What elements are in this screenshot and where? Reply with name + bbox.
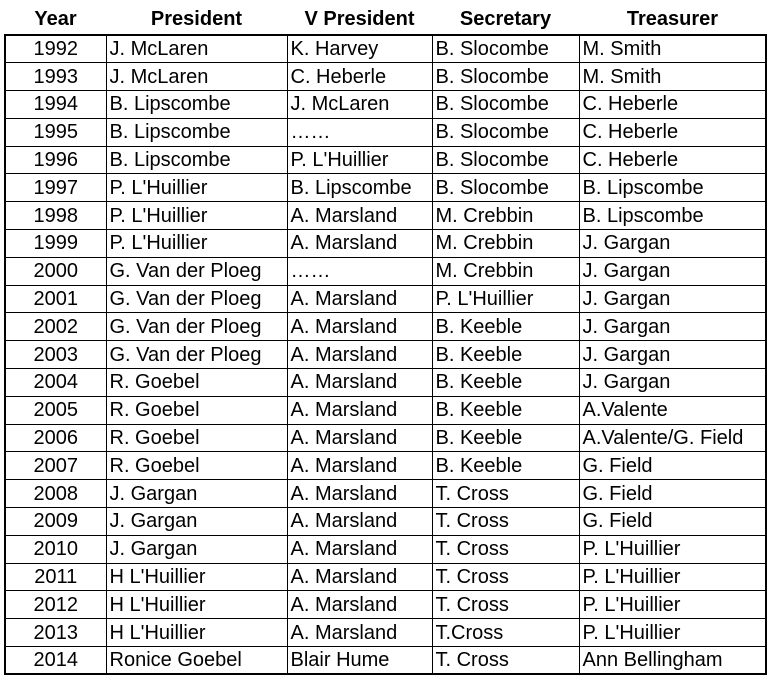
table-body xyxy=(5,35,766,674)
table-row xyxy=(5,508,766,536)
cell-year: 2002 xyxy=(5,313,106,341)
table-row xyxy=(5,424,766,452)
cell-vice-president: A. Marsland xyxy=(287,452,432,480)
table-row xyxy=(5,369,766,397)
table-header xyxy=(5,4,766,35)
cell-secretary: B. Slocombe xyxy=(432,118,579,146)
cell-president: J. McLaren xyxy=(106,63,287,91)
cell-president: J. McLaren xyxy=(106,35,287,63)
cell-president: B. Lipscombe xyxy=(106,118,287,146)
table-row xyxy=(5,285,766,313)
header-treasurer: Treasurer xyxy=(626,7,719,30)
cell-year: 2013 xyxy=(5,619,106,647)
cell-year: 2011 xyxy=(5,563,106,591)
cell-president: J. Gargan xyxy=(106,508,287,536)
cell-vice-president: A. Marsland xyxy=(287,563,432,591)
cell-secretary: M. Crebbin xyxy=(432,257,579,285)
cell-secretary: T. Cross xyxy=(432,480,579,508)
header-year: Year xyxy=(34,7,77,30)
cell-treasurer: A.Valente/G. Field xyxy=(579,424,766,452)
cell-vice-president: A. Marsland xyxy=(287,591,432,619)
cell-vice-president: …… xyxy=(287,118,432,146)
cell-year: 2012 xyxy=(5,591,106,619)
cell-president: B. Lipscombe xyxy=(106,91,287,119)
cell-year: 2010 xyxy=(5,535,106,563)
cell-treasurer: P. L'Huillier xyxy=(579,591,766,619)
cell-secretary: M. Crebbin xyxy=(432,230,579,258)
cell-vice-president: P. L'Huillier xyxy=(287,146,432,174)
cell-treasurer: P. L'Huillier xyxy=(579,563,766,591)
table-row xyxy=(5,619,766,647)
cell-year: 1997 xyxy=(5,174,106,202)
cell-vice-president: A. Marsland xyxy=(287,535,432,563)
cell-secretary: B. Keeble xyxy=(432,396,579,424)
cell-secretary: M. Crebbin xyxy=(432,202,579,230)
cell-year: 1998 xyxy=(5,202,106,230)
cell-treasurer: G. Field xyxy=(579,508,766,536)
cell-president: R. Goebel xyxy=(106,396,287,424)
table-row xyxy=(5,91,766,119)
cell-year: 1994 xyxy=(5,91,106,119)
cell-vice-president: A. Marsland xyxy=(287,202,432,230)
cell-secretary: T. Cross xyxy=(432,563,579,591)
table-row xyxy=(5,396,766,424)
cell-year: 1995 xyxy=(5,118,106,146)
header-vice-president: V President xyxy=(304,7,415,30)
cell-president: R. Goebel xyxy=(106,369,287,397)
cell-president: H L'Huillier xyxy=(106,591,287,619)
cell-vice-president: Blair Hume xyxy=(287,647,432,675)
cell-secretary: B. Keeble xyxy=(432,424,579,452)
cell-president: Ronice Goebel xyxy=(106,647,287,675)
cell-year: 2008 xyxy=(5,480,106,508)
cell-treasurer: G. Field xyxy=(579,480,766,508)
cell-president: H L'Huillier xyxy=(106,619,287,647)
cell-year: 1999 xyxy=(5,230,106,258)
table-row xyxy=(5,452,766,480)
table-row xyxy=(5,591,766,619)
cell-vice-president: J. McLaren xyxy=(287,91,432,119)
cell-president: G. Van der Ploeg xyxy=(106,341,287,369)
cell-year: 2014 xyxy=(5,647,106,675)
cell-treasurer: M. Smith xyxy=(579,63,766,91)
cell-vice-president: A. Marsland xyxy=(287,341,432,369)
table-row xyxy=(5,647,766,675)
cell-secretary: T. Cross xyxy=(432,508,579,536)
table-row xyxy=(5,563,766,591)
cell-treasurer: C. Heberle xyxy=(579,118,766,146)
cell-treasurer: J. Gargan xyxy=(579,230,766,258)
cell-vice-president: A. Marsland xyxy=(287,480,432,508)
table-row xyxy=(5,230,766,258)
cell-president: B. Lipscombe xyxy=(106,146,287,174)
cell-president: R. Goebel xyxy=(106,452,287,480)
cell-treasurer: J. Gargan xyxy=(579,313,766,341)
cell-year: 2003 xyxy=(5,341,106,369)
table-row xyxy=(5,118,766,146)
cell-president: G. Van der Ploeg xyxy=(106,313,287,341)
cell-treasurer: G. Field xyxy=(579,452,766,480)
table-row xyxy=(5,202,766,230)
cell-secretary: P. L'Huillier xyxy=(432,285,579,313)
header-secretary: Secretary xyxy=(459,7,552,30)
cell-treasurer: C. Heberle xyxy=(579,146,766,174)
cell-vice-president: C. Heberle xyxy=(287,63,432,91)
cell-vice-president: A. Marsland xyxy=(287,396,432,424)
cell-treasurer: P. L'Huillier xyxy=(579,535,766,563)
cell-vice-president: A. Marsland xyxy=(287,285,432,313)
cell-secretary: T. Cross xyxy=(432,535,579,563)
cell-secretary: B. Slocombe xyxy=(432,35,579,63)
cell-secretary: B. Keeble xyxy=(432,452,579,480)
cell-vice-president: A. Marsland xyxy=(287,424,432,452)
cell-secretary: B. Slocombe xyxy=(432,91,579,119)
table-row xyxy=(5,63,766,91)
table-row xyxy=(5,313,766,341)
table-row xyxy=(5,341,766,369)
table-row xyxy=(5,174,766,202)
office-bearers-table xyxy=(4,4,767,675)
table-row xyxy=(5,535,766,563)
cell-secretary: B. Keeble xyxy=(432,369,579,397)
cell-vice-president: A. Marsland xyxy=(287,369,432,397)
cell-vice-president: A. Marsland xyxy=(287,313,432,341)
cell-president: R. Goebel xyxy=(106,424,287,452)
cell-year: 1993 xyxy=(5,63,106,91)
cell-vice-president: A. Marsland xyxy=(287,619,432,647)
table-row xyxy=(5,146,766,174)
cell-vice-president: B. Lipscombe xyxy=(287,174,432,202)
cell-vice-president: …… xyxy=(287,257,432,285)
cell-president: J. Gargan xyxy=(106,535,287,563)
cell-treasurer: M. Smith xyxy=(579,35,766,63)
cell-secretary: B. Keeble xyxy=(432,313,579,341)
cell-secretary: B. Slocombe xyxy=(432,146,579,174)
cell-vice-president: A. Marsland xyxy=(287,508,432,536)
cell-president: P. L'Huillier xyxy=(106,230,287,258)
cell-secretary: T. Cross xyxy=(432,647,579,675)
table-row xyxy=(5,257,766,285)
cell-secretary: B. Keeble xyxy=(432,341,579,369)
header-president: President xyxy=(150,7,243,30)
cell-year: 2000 xyxy=(5,257,106,285)
cell-president: G. Van der Ploeg xyxy=(106,257,287,285)
cell-year: 2007 xyxy=(5,452,106,480)
cell-year: 1992 xyxy=(5,35,106,63)
cell-treasurer: Ann Bellingham xyxy=(579,647,766,675)
cell-president: J. Gargan xyxy=(106,480,287,508)
cell-president: P. L'Huillier xyxy=(106,174,287,202)
cell-president: H L'Huillier xyxy=(106,563,287,591)
table-row xyxy=(5,480,766,508)
cell-treasurer: J. Gargan xyxy=(579,341,766,369)
cell-treasurer: J. Gargan xyxy=(579,285,766,313)
cell-year: 2001 xyxy=(5,285,106,313)
table-row xyxy=(5,35,766,63)
cell-treasurer: A.Valente xyxy=(579,396,766,424)
cell-treasurer: J. Gargan xyxy=(579,257,766,285)
cell-treasurer: C. Heberle xyxy=(579,91,766,119)
cell-vice-president: A. Marsland xyxy=(287,230,432,258)
cell-year: 2009 xyxy=(5,508,106,536)
cell-treasurer: B. Lipscombe xyxy=(579,202,766,230)
cell-vice-president: K. Harvey xyxy=(287,35,432,63)
cell-year: 2005 xyxy=(5,396,106,424)
cell-secretary: T.Cross xyxy=(432,619,579,647)
cell-president: G. Van der Ploeg xyxy=(106,285,287,313)
cell-year: 1996 xyxy=(5,146,106,174)
header-row xyxy=(5,4,766,35)
cell-secretary: B. Slocombe xyxy=(432,63,579,91)
cell-year: 2004 xyxy=(5,369,106,397)
cell-treasurer: P. L'Huillier xyxy=(579,619,766,647)
cell-treasurer: J. Gargan xyxy=(579,369,766,397)
cell-president: P. L'Huillier xyxy=(106,202,287,230)
cell-treasurer: B. Lipscombe xyxy=(579,174,766,202)
cell-secretary: B. Slocombe xyxy=(432,174,579,202)
cell-secretary: T. Cross xyxy=(432,591,579,619)
cell-year: 2006 xyxy=(5,424,106,452)
